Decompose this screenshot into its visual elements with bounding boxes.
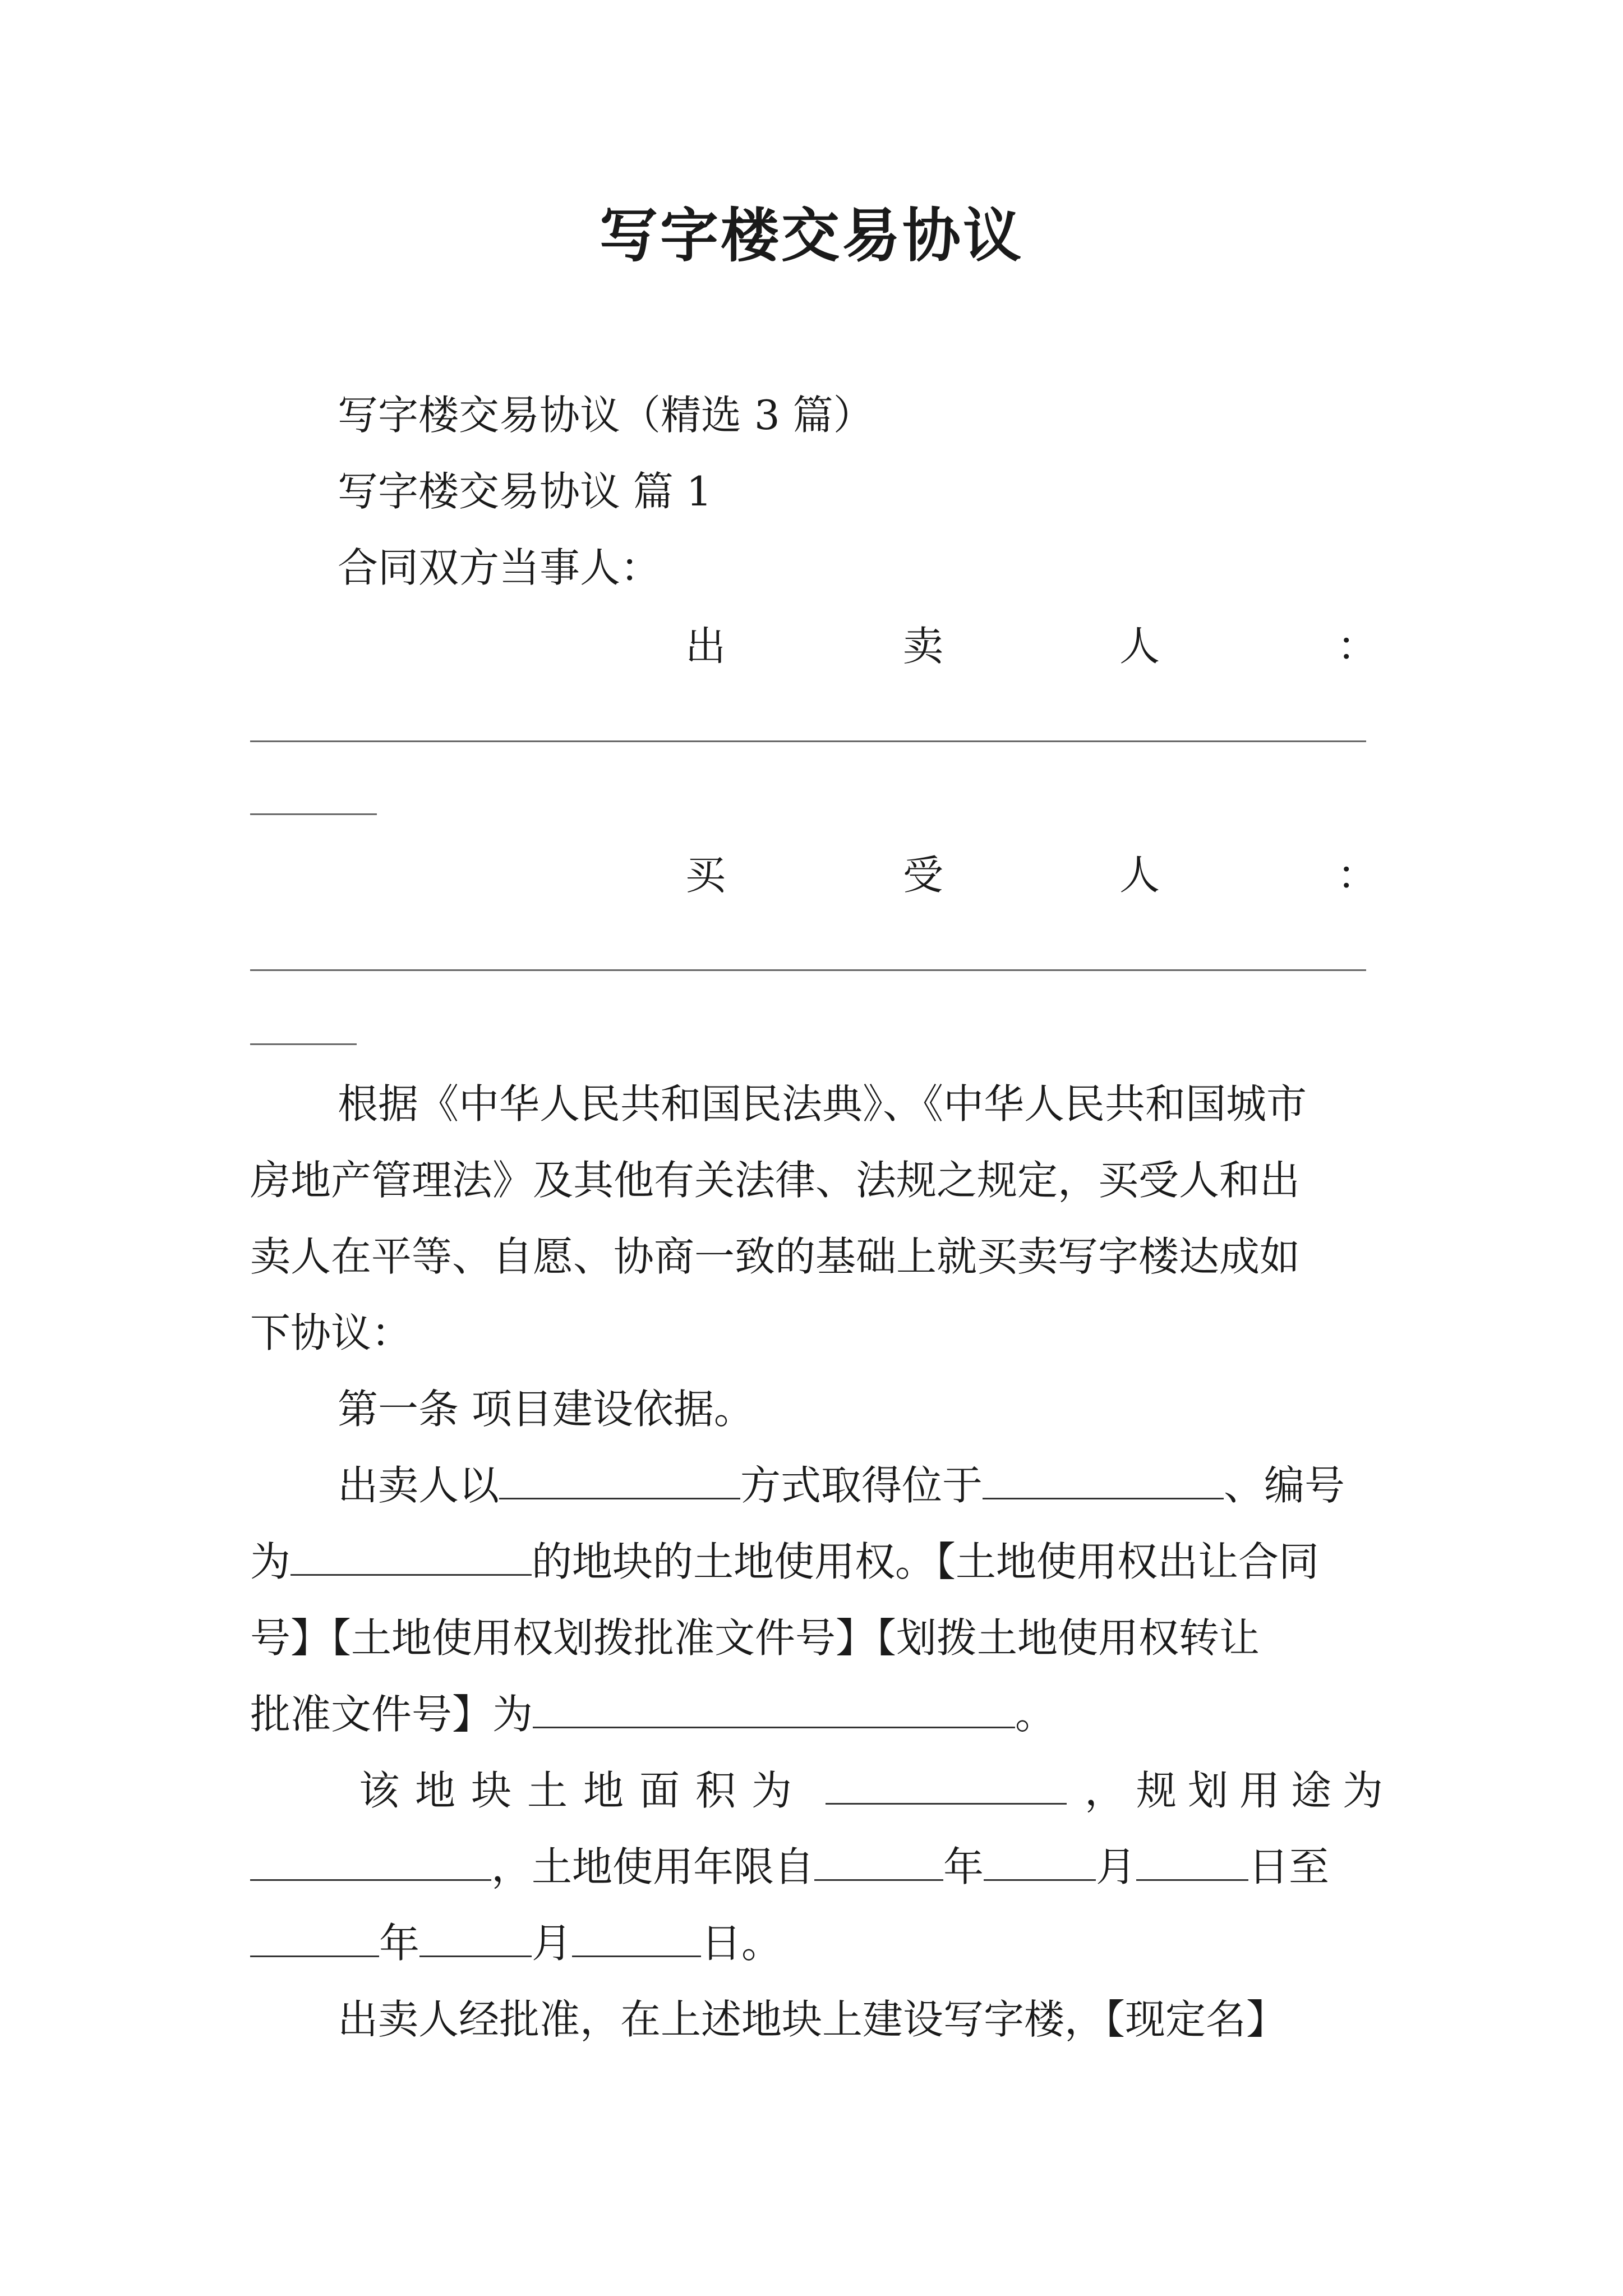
- parcel-number-blank[interactable]: [291, 1534, 532, 1576]
- p2-text-a: 该地块土地面积为: [359, 1767, 808, 1814]
- p1-text-c: 、编号: [1224, 1462, 1345, 1509]
- seller-label-colon: ：: [1337, 623, 1378, 670]
- p2-line-1: [359, 1763, 1394, 1819]
- start-day-blank[interactable]: [1136, 1839, 1248, 1881]
- seller-label-char-3: 人: [1119, 623, 1160, 670]
- buyer-label-char-2: 受: [903, 852, 944, 899]
- buyer-name-line[interactable]: [250, 969, 1366, 971]
- land-area-blank[interactable]: [826, 1763, 1067, 1805]
- p3-line-1: 出卖人经批准，在上述地块上建设写字楼，【现定名】: [338, 1996, 1287, 2043]
- preamble-line-2: 房地产管理法》及其他有关法律、法规之规定，买受人和出: [250, 1157, 1301, 1204]
- parties-intro: 合同双方当事人：: [338, 544, 661, 591]
- p2-text-e: 月: [1096, 1843, 1137, 1890]
- planned-use-blank[interactable]: [250, 1839, 491, 1881]
- p1-line-3: 号】【土地使用权划拨批准文件号】【划拨土地使用权转让: [250, 1614, 1260, 1662]
- section-heading: 写字楼交易协议 篇 1: [338, 468, 712, 515]
- p1-text-a: 出卖人以: [338, 1462, 500, 1509]
- p1-text-e: 的地块的土地使用权。【土地使用权出让合同: [532, 1538, 1320, 1585]
- p2-line-3: [250, 1915, 782, 1971]
- preamble-line-4: 下协议：: [250, 1309, 412, 1356]
- location-blank[interactable]: [983, 1457, 1224, 1499]
- acquisition-method-blank[interactable]: [499, 1457, 740, 1499]
- article-1-heading: 第一条 项目建设依据。: [338, 1386, 754, 1433]
- p2-text-h: 月: [532, 1920, 573, 1967]
- start-month-blank[interactable]: [984, 1839, 1096, 1881]
- seller-label-char-1: 出: [685, 623, 726, 670]
- p1-line-1: [338, 1457, 1345, 1513]
- approval-document-blank[interactable]: [533, 1686, 1015, 1728]
- start-year-blank[interactable]: [814, 1839, 943, 1881]
- p2-text-f: 日至: [1248, 1843, 1330, 1890]
- p2-text-i: 日。: [701, 1920, 782, 1967]
- p1-text-g: 批准文件号】为: [250, 1691, 533, 1738]
- p2-line-2: [250, 1839, 1329, 1895]
- p1-text-d: 为: [250, 1538, 291, 1585]
- p1-line-2: [250, 1534, 1319, 1590]
- buyer-label-colon: ：: [1337, 852, 1378, 899]
- document-title: 写字楼交易协议: [599, 201, 1023, 270]
- p2-text-c: ，土地使用年限自: [491, 1843, 815, 1890]
- preamble-line-3: 卖人在平等、自愿、协商一致的基础上就买卖写字楼达成如: [250, 1233, 1301, 1280]
- end-day-blank[interactable]: [572, 1915, 701, 1957]
- document-subtitle: 写字楼交易协议（精选 3 篇）: [338, 392, 874, 439]
- seller-name-line-cont[interactable]: [250, 813, 377, 815]
- p1-line-4: [250, 1686, 1055, 1742]
- p2-text-g: 年: [379, 1920, 420, 1967]
- preamble-line-1: 根据《中华人民共和国民法典》、《中华人民共和国城市: [338, 1080, 1307, 1128]
- buyer-label-char-3: 人: [1119, 852, 1160, 899]
- end-month-blank[interactable]: [419, 1915, 532, 1957]
- buyer-label-char-1: 买: [685, 852, 726, 899]
- p1-text-h: 。: [1015, 1691, 1056, 1738]
- p2-text-d: 年: [943, 1843, 984, 1890]
- end-year-blank[interactable]: [250, 1915, 379, 1957]
- seller-name-line[interactable]: [250, 740, 1366, 742]
- buyer-name-line-cont[interactable]: [250, 1043, 357, 1045]
- seller-label-char-2: 卖: [903, 623, 944, 670]
- p2-text-b: ，规划用途为: [1084, 1767, 1394, 1814]
- p1-text-b: 方式取得位于: [740, 1462, 983, 1509]
